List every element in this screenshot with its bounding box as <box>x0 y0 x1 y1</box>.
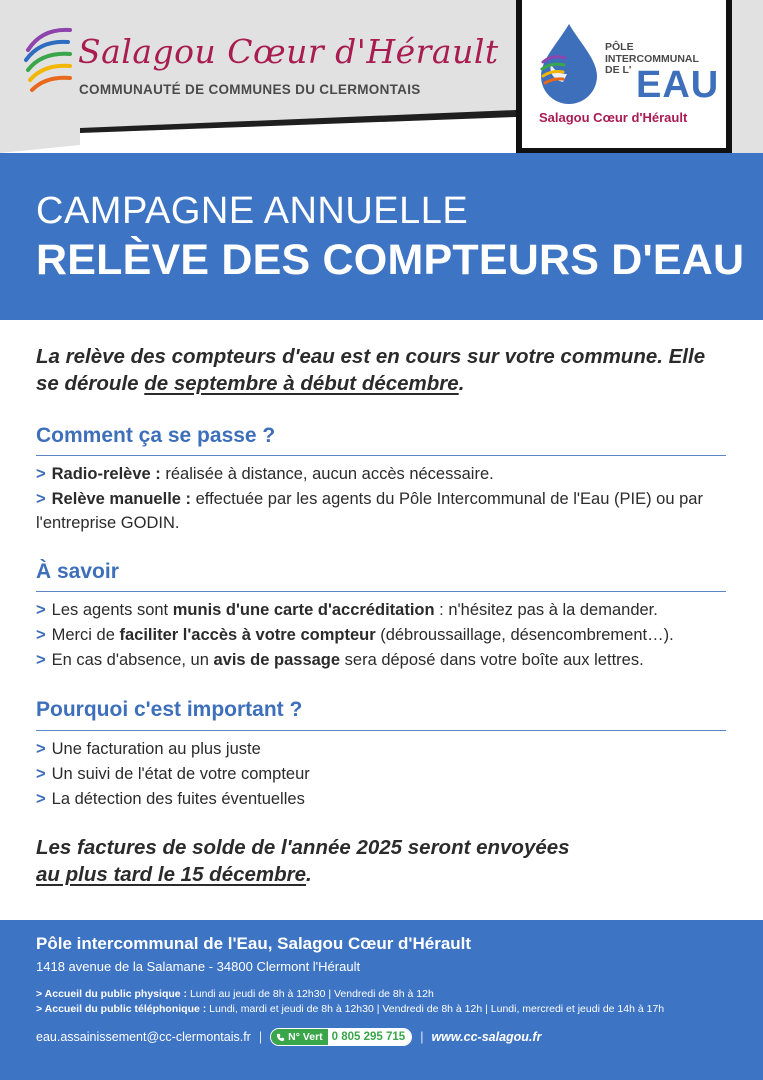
closing-text: Les factures de solde de l'année 2025 seront envoyées <box>36 836 570 859</box>
pie-logo-small-text: PÔLE INTERCOMMUNAL DE L' <box>605 41 699 76</box>
item-text: (débroussaillage, désencombrement…). <box>375 626 674 644</box>
intro-text: La relève des compteurs d'eau est en cours sur votre commune. Elle se déroule <box>36 345 706 395</box>
closing-end: . <box>306 863 312 886</box>
item-text: En cas d'absence, un <box>51 651 214 669</box>
section-divider <box>36 455 726 456</box>
numero-vert-badge[interactable] <box>270 1028 412 1046</box>
section-list-a-savoir <box>36 598 726 673</box>
item-text: Merci de <box>51 626 120 644</box>
item-bold: Radio-relève : <box>51 465 161 483</box>
section-list-comment <box>36 462 726 536</box>
section-title-a-savoir: À savoir <box>36 560 119 583</box>
footer-contacts <box>36 1028 541 1046</box>
footer-hours-phone <box>36 1003 664 1015</box>
hours-label: Accueil du public téléphonique : <box>44 1003 207 1015</box>
chevron-bullet-icon: > <box>36 465 46 483</box>
section-list-pourquoi <box>36 737 726 812</box>
section-title-comment: Comment ça se passe ? <box>36 424 276 447</box>
item-bold: Relève manuelle : <box>51 490 192 508</box>
item-bold: avis de passage <box>213 651 341 669</box>
pie-logo-tagline: Salagou Cœur d'Hérault <box>539 110 688 125</box>
chevron-bullet-icon: > <box>36 651 46 669</box>
phone-number: 0 805 295 715 <box>328 1029 412 1045</box>
water-drop-logo-icon <box>537 22 601 106</box>
item-bold: munis d'une carte d'accréditation <box>172 601 435 619</box>
footer-email-link[interactable]: eau.assainissement@cc-clermontais.fr <box>36 1030 251 1044</box>
brand-subtitle: COMMUNAUTÉ DE COMMUNES DU CLERMONTAIS <box>79 82 421 97</box>
chevron-bullet-icon: > <box>36 626 46 644</box>
intro-dates: de septembre à début décembre <box>144 372 459 395</box>
brand-title: Salagou Cœur d'Hérault <box>78 32 499 71</box>
phone-icon <box>276 1033 285 1042</box>
list-item <box>36 598 726 622</box>
hours-text: Lundi au jeudi de 8h à 12h30 | Vendredi de 8h à 12h <box>187 988 434 1000</box>
intro-paragraph <box>36 343 726 397</box>
list-item <box>36 623 726 647</box>
intro-end: . <box>458 372 465 395</box>
chevron-bullet-icon: > <box>36 490 46 508</box>
chevron-bullet-icon: > <box>36 988 45 1000</box>
brand-logo <box>22 20 499 110</box>
item-bold: faciliter l'accès à votre compteur <box>119 626 376 644</box>
chevron-bullet-icon: > <box>36 601 46 619</box>
website-link[interactable]: www.cc-salagou.fr <box>431 1030 542 1044</box>
item-text: sera déposé dans votre boîte aux lettres. <box>340 651 644 669</box>
item-text: Les agents sont <box>51 601 173 619</box>
hours-text: Lundi, mardi et jeudi de 8h à 12h30 | Vendredi de 8h à 12h | Lundi, mercredi et jeudi de 14h à 17h <box>206 1003 665 1015</box>
footer-address: 1418 avenue de la Salamane - 34800 Clermont l'Hérault <box>36 959 361 974</box>
list-item <box>36 762 726 786</box>
rainbow-arcs-logo-icon <box>22 20 78 100</box>
chevron-bullet-icon: > <box>36 765 46 783</box>
footer-hours-physical <box>36 988 434 1000</box>
section-divider <box>36 730 726 731</box>
banner-subtitle: CAMPAGNE ANNUELLE <box>36 190 469 232</box>
item-text: réalisée à distance, aucun accès nécessaire. <box>160 465 494 483</box>
list-item <box>36 487 726 535</box>
section-divider <box>36 591 726 592</box>
item-text: effectuée par les agents du Pôle Intercommunal de l'Eau (PIE) ou par l'entreprise GODIN. <box>36 490 703 532</box>
pie-logo-eau: EAU <box>636 64 720 106</box>
item-text: Une facturation au plus juste <box>51 740 261 758</box>
chevron-bullet-icon: > <box>36 740 46 758</box>
list-item <box>36 737 726 761</box>
item-text: Un suivi de l'état de votre compteur <box>51 765 310 783</box>
footer-title: Pôle intercommunal de l'Eau, Salagou Cœur d'Hérault <box>36 934 472 953</box>
banner-title: RELÈVE DES COMPTEURS D'EAU <box>36 236 745 284</box>
list-item <box>36 648 726 672</box>
divider: | <box>258 1030 263 1044</box>
item-text: La détection des fuites éventuelles <box>51 790 305 808</box>
hours-label: Accueil du public physique : <box>44 988 188 1000</box>
chevron-bullet-icon: > <box>36 790 46 808</box>
numero-vert-text: N° Vert <box>288 1031 323 1043</box>
closing-paragraph <box>36 834 726 888</box>
list-item <box>36 787 726 811</box>
item-text: : n'hésitez pas à la demander. <box>434 601 658 619</box>
section-title-pourquoi: Pourquoi c'est important ? <box>36 698 303 721</box>
list-item <box>36 462 726 486</box>
chevron-bullet-icon: > <box>36 1003 45 1015</box>
divider: | <box>420 1030 424 1044</box>
numero-vert-label <box>271 1029 328 1045</box>
closing-deadline: au plus tard le 15 décembre <box>36 863 307 886</box>
